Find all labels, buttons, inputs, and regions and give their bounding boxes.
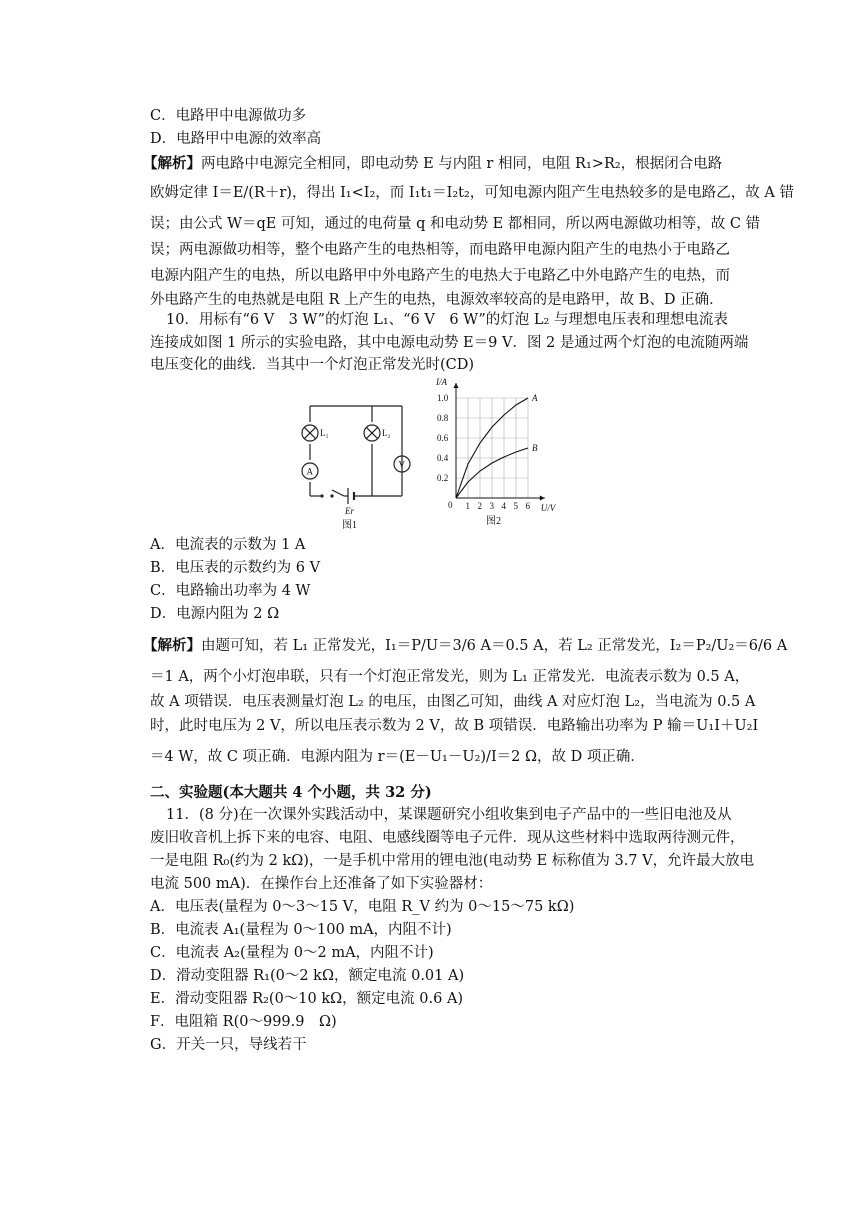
y-axis-label: I/A (436, 377, 447, 387)
q9-option-c: C．电路甲中电源做功多 (150, 108, 307, 124)
figure1-circuit (290, 392, 420, 532)
analysis-tag: 【解析】 (143, 637, 201, 654)
x-tick-label: 2 (477, 501, 482, 511)
q10-analysis-line-5: ＝4 W，故 C 项正确．电源内阻为 r＝(E－U₁－U₂)/I＝2 Ω，故 D 项正确． (150, 749, 645, 765)
q11-stem-line-2: 废旧收音机上拆下来的电容、电阻、电感线圈等电子元件．现从这些材料中选取两待测元件， (150, 830, 745, 846)
y-tick-label: 1.0 (437, 393, 449, 403)
q11-option-d: D．滑动变阻器 R₁(0～2 kΩ，额定电流 0.01 A) (150, 968, 465, 984)
q11-stem-line-3: 一是电阻 R₀(约为 2 kΩ)，一是手机中常用的锂电池(电动势 E 标称值为 3.7 V，允许最大放电 (150, 853, 755, 869)
x-tick-label: 5 (513, 501, 518, 511)
y-tick-label: 0.6 (437, 433, 449, 443)
q9-analysis-line-1: 【解析】两电路中电源完全相同，即电动势 E 与内阻 r 相同，电阻 R₁>R₂，根据闭合电路 (143, 155, 723, 172)
q10-stem-line-3: 电压变化的曲线．当其中一个灯泡正常发光时(CD) (150, 357, 475, 373)
x-tick-label: 6 (525, 501, 530, 511)
q11-option-f: F．电阻箱 R(0～999.9 Ω) (150, 1014, 337, 1030)
q9-option-d: D．电路甲中电源的效率高 (150, 131, 322, 147)
q10-option-a: A．电流表的示数为 1 A (150, 537, 306, 553)
x-axis-arrow (540, 496, 545, 501)
q11-stem-line-1: 11．(8 分)在一次课外实践活动中，某课题研究小组收集到电子产品中的一些旧电池及从 (166, 807, 732, 823)
q10-option-d: D．电源内阻为 2 Ω (150, 606, 280, 622)
q10-option-c: C．电路输出功率为 4 W (150, 583, 311, 599)
q11-option-c: C．电流表 A₂(量程为 0～2 mA，内阻不计) (150, 945, 434, 961)
x-tick-label: 3 (489, 501, 494, 511)
q11-option-g: G．开关一只，导线若干 (150, 1037, 307, 1053)
y-tick-label: 0.8 (437, 413, 449, 423)
q10-analysis-line-4: 时，此时电压为 2 V，所以电压表示数为 2 V，故 B 项错误．电路输出功率为 P 输＝U₁I＋U₂I (150, 718, 759, 734)
q9-analysis-line-5: 电源内阻产生的电热，所以电路甲中外电路产生的电热大于电路乙中外电路产生的电热，而 (150, 268, 730, 284)
q9-analysis-line-3: 误；由公式 W＝qE 可知，通过的电荷量 q 和电动势 E 都相同，所以两电源做功相等，故 C 错 (150, 216, 761, 232)
q11-option-a: A．电压表(量程为 0～3～15 V，电阻 R_V 约为 0～15～75 kΩ) (150, 899, 575, 915)
section-heading: 二、实验题(本大题共 4 个小题，共 32 分) (150, 784, 432, 801)
analysis-tag: 【解析】 (143, 155, 201, 172)
y-tick-label: 0.4 (437, 453, 449, 463)
source-label: Er (345, 506, 354, 516)
figure2-iu-chart (424, 376, 594, 532)
q11-stem-line-4: 电流 500 mA)．在操作台上还准备了如下实验器材： (150, 876, 493, 892)
x-axis-label: U/V (540, 503, 556, 513)
q10-analysis-line-3: 故 A 项错误．电压表测量灯泡 L₂ 的电压，由图乙可知，曲线 A 对应灯泡 L₂，当电流为 0.5 A (150, 694, 756, 710)
x-tick-label: 1 (465, 501, 470, 511)
series-label-B: B (532, 443, 538, 453)
q9-analysis-line-6: 外电路产生的电热就是电阻 R 上产生的电热，电源效率较高的是电路甲，故 B、D 正确． (150, 292, 724, 308)
origin-label: 0 (448, 500, 453, 510)
ammeter-symbol: A (306, 466, 313, 477)
q9-analysis-line-4: 误；两电源做功相等，整个电路产生的电热相等，而电路甲电源内阻产生的电热小于电路乙 (150, 242, 730, 258)
figure1-caption: 图1 (342, 520, 357, 531)
y-axis-arrow (454, 383, 459, 388)
q10-stem-line-1: 10．用标有“6 V 3 W”的灯泡 L₁、“6 V 6 W”的灯泡 L₂ 与理想电压表和理想电流表 (166, 312, 728, 328)
q10-stem-line-2: 连接成如图 1 所示的实验电路，其中电源电动势 E＝9 V．图 2 是通过两个灯泡的电流随两端 (150, 335, 749, 351)
series-label-A: A (532, 393, 538, 403)
q10-option-b: B．电压表的示数约为 6 V (150, 560, 321, 576)
q11-option-b: B．电流表 A₁(量程为 0～100 mA，内阻不计) (150, 922, 452, 938)
x-tick-label: 4 (501, 501, 506, 511)
q10-analysis-line-2: ＝1 A，两个小灯泡串联，只有一个灯泡正常发光，则为 L₁ 正常发光．电流表示数为 0.5 A， (150, 669, 750, 685)
figure2-caption: 图2 (486, 516, 501, 527)
q11-option-e: E．滑动变阻器 R₂(0～10 kΩ，额定电流 0.6 A) (150, 991, 464, 1007)
q9-analysis-line-2: 欧姆定律 I＝E/(R＋r)，得出 I₁<I₂，而 I₁t₁＝I₂t₂，可知电源内阻产生电热较多的是电路乙，故 A 错 (150, 185, 794, 201)
q10-analysis-line-1: 【解析】由题可知，若 L₁ 正常发光，I₁＝P/U＝3/6 A＝0.5 A，若 L₂ 正常发光，I₂＝P₂/U₂＝6/6 A (143, 637, 788, 654)
voltmeter-symbol: V (398, 459, 405, 470)
y-tick-label: 0.2 (437, 473, 449, 483)
label-l1: L₁ (320, 428, 329, 438)
label-l2: L₂ (382, 428, 391, 438)
